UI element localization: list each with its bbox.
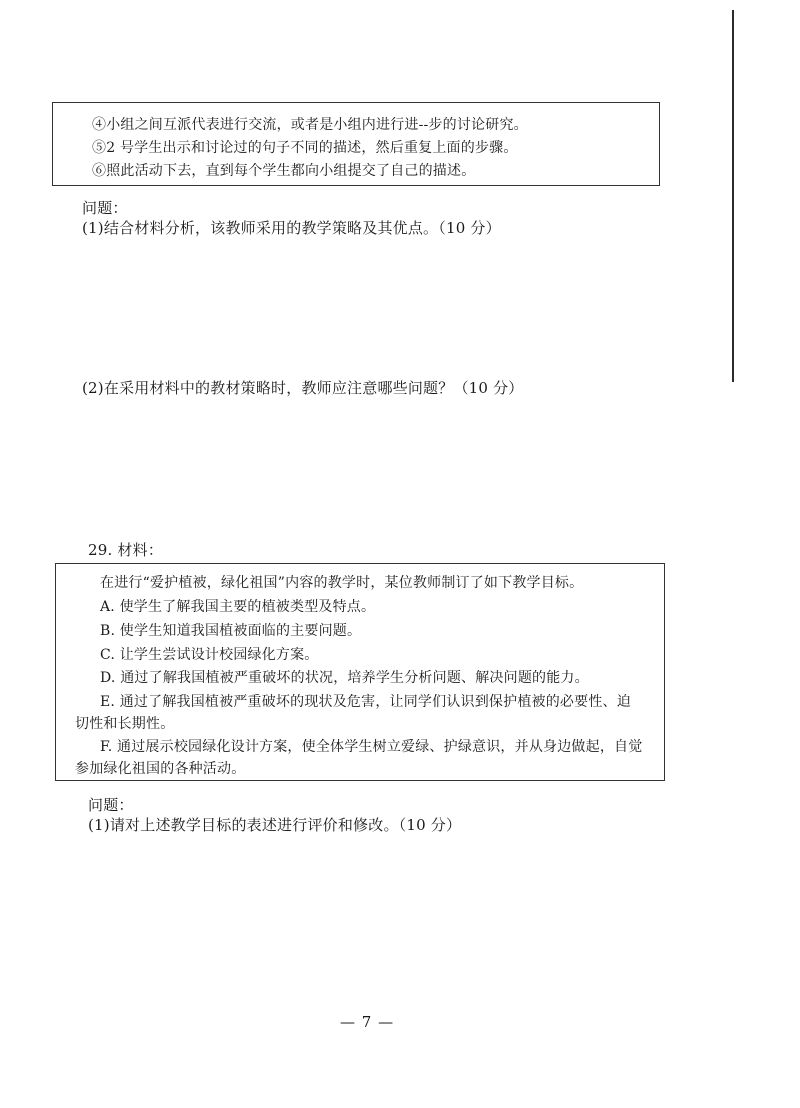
question-heading: 问题： [82,199,128,217]
question-29-item-1: (1)请对上述教学目标的表述进行评价和修改。（10 分） [88,816,462,834]
objective-d: D. 通过了解我国植被严重破坏的状况，培养学生分析问题、解决问题的能力。 [100,670,589,686]
material-step-6: ⑥照此活动下去，直到每个学生都向小组提交了自己的描述。 [92,163,476,179]
objective-c: C. 让学生尝试设计校园绿化方案。 [100,647,319,663]
objective-f: F. 通过展示校园绿化设计方案，使全体学生树立爱绿、护绿意识，并从身边做起，自觉 [100,739,643,755]
material-step-4: ④小组之间互派代表进行交流，或者是小组内进行进--步的讨论研究。 [92,117,528,133]
objective-f-continued: 参加绿化祖国的各种活动。 [75,761,246,777]
objective-e-continued: 切性和长期性。 [75,716,175,732]
question-heading-2: 问题： [88,796,134,814]
question-29-title: 29. 材料： [88,541,164,559]
objective-b: B. 使学生知道我国植被面临的主要问题。 [100,623,362,639]
scan-edge-line [732,10,734,382]
question-item-1: (1)结合材料分析，该教师采用的教学策略及其优点。（10 分） [82,219,501,237]
page-number: — 7 — [340,1013,395,1031]
objective-e: E. 通过了解我国植被严重破坏的现状及危害，让同学们认识到保护植被的必要性、迫 [100,694,631,710]
objective-a: A. 使学生了解我国主要的植被类型及特点。 [100,599,376,615]
question-item-2: (2)在采用材料中的教材策略时，教师应注意哪些问题？（10 分） [82,379,524,397]
material-intro: 在进行“爱护植被，绿化祖国”内容的教学时，某位教师制订了如下教学目标。 [100,575,584,591]
material-step-5: ⑤2 号学生出示和讨论过的句子不同的描述，然后重复上面的步骤。 [92,140,518,156]
